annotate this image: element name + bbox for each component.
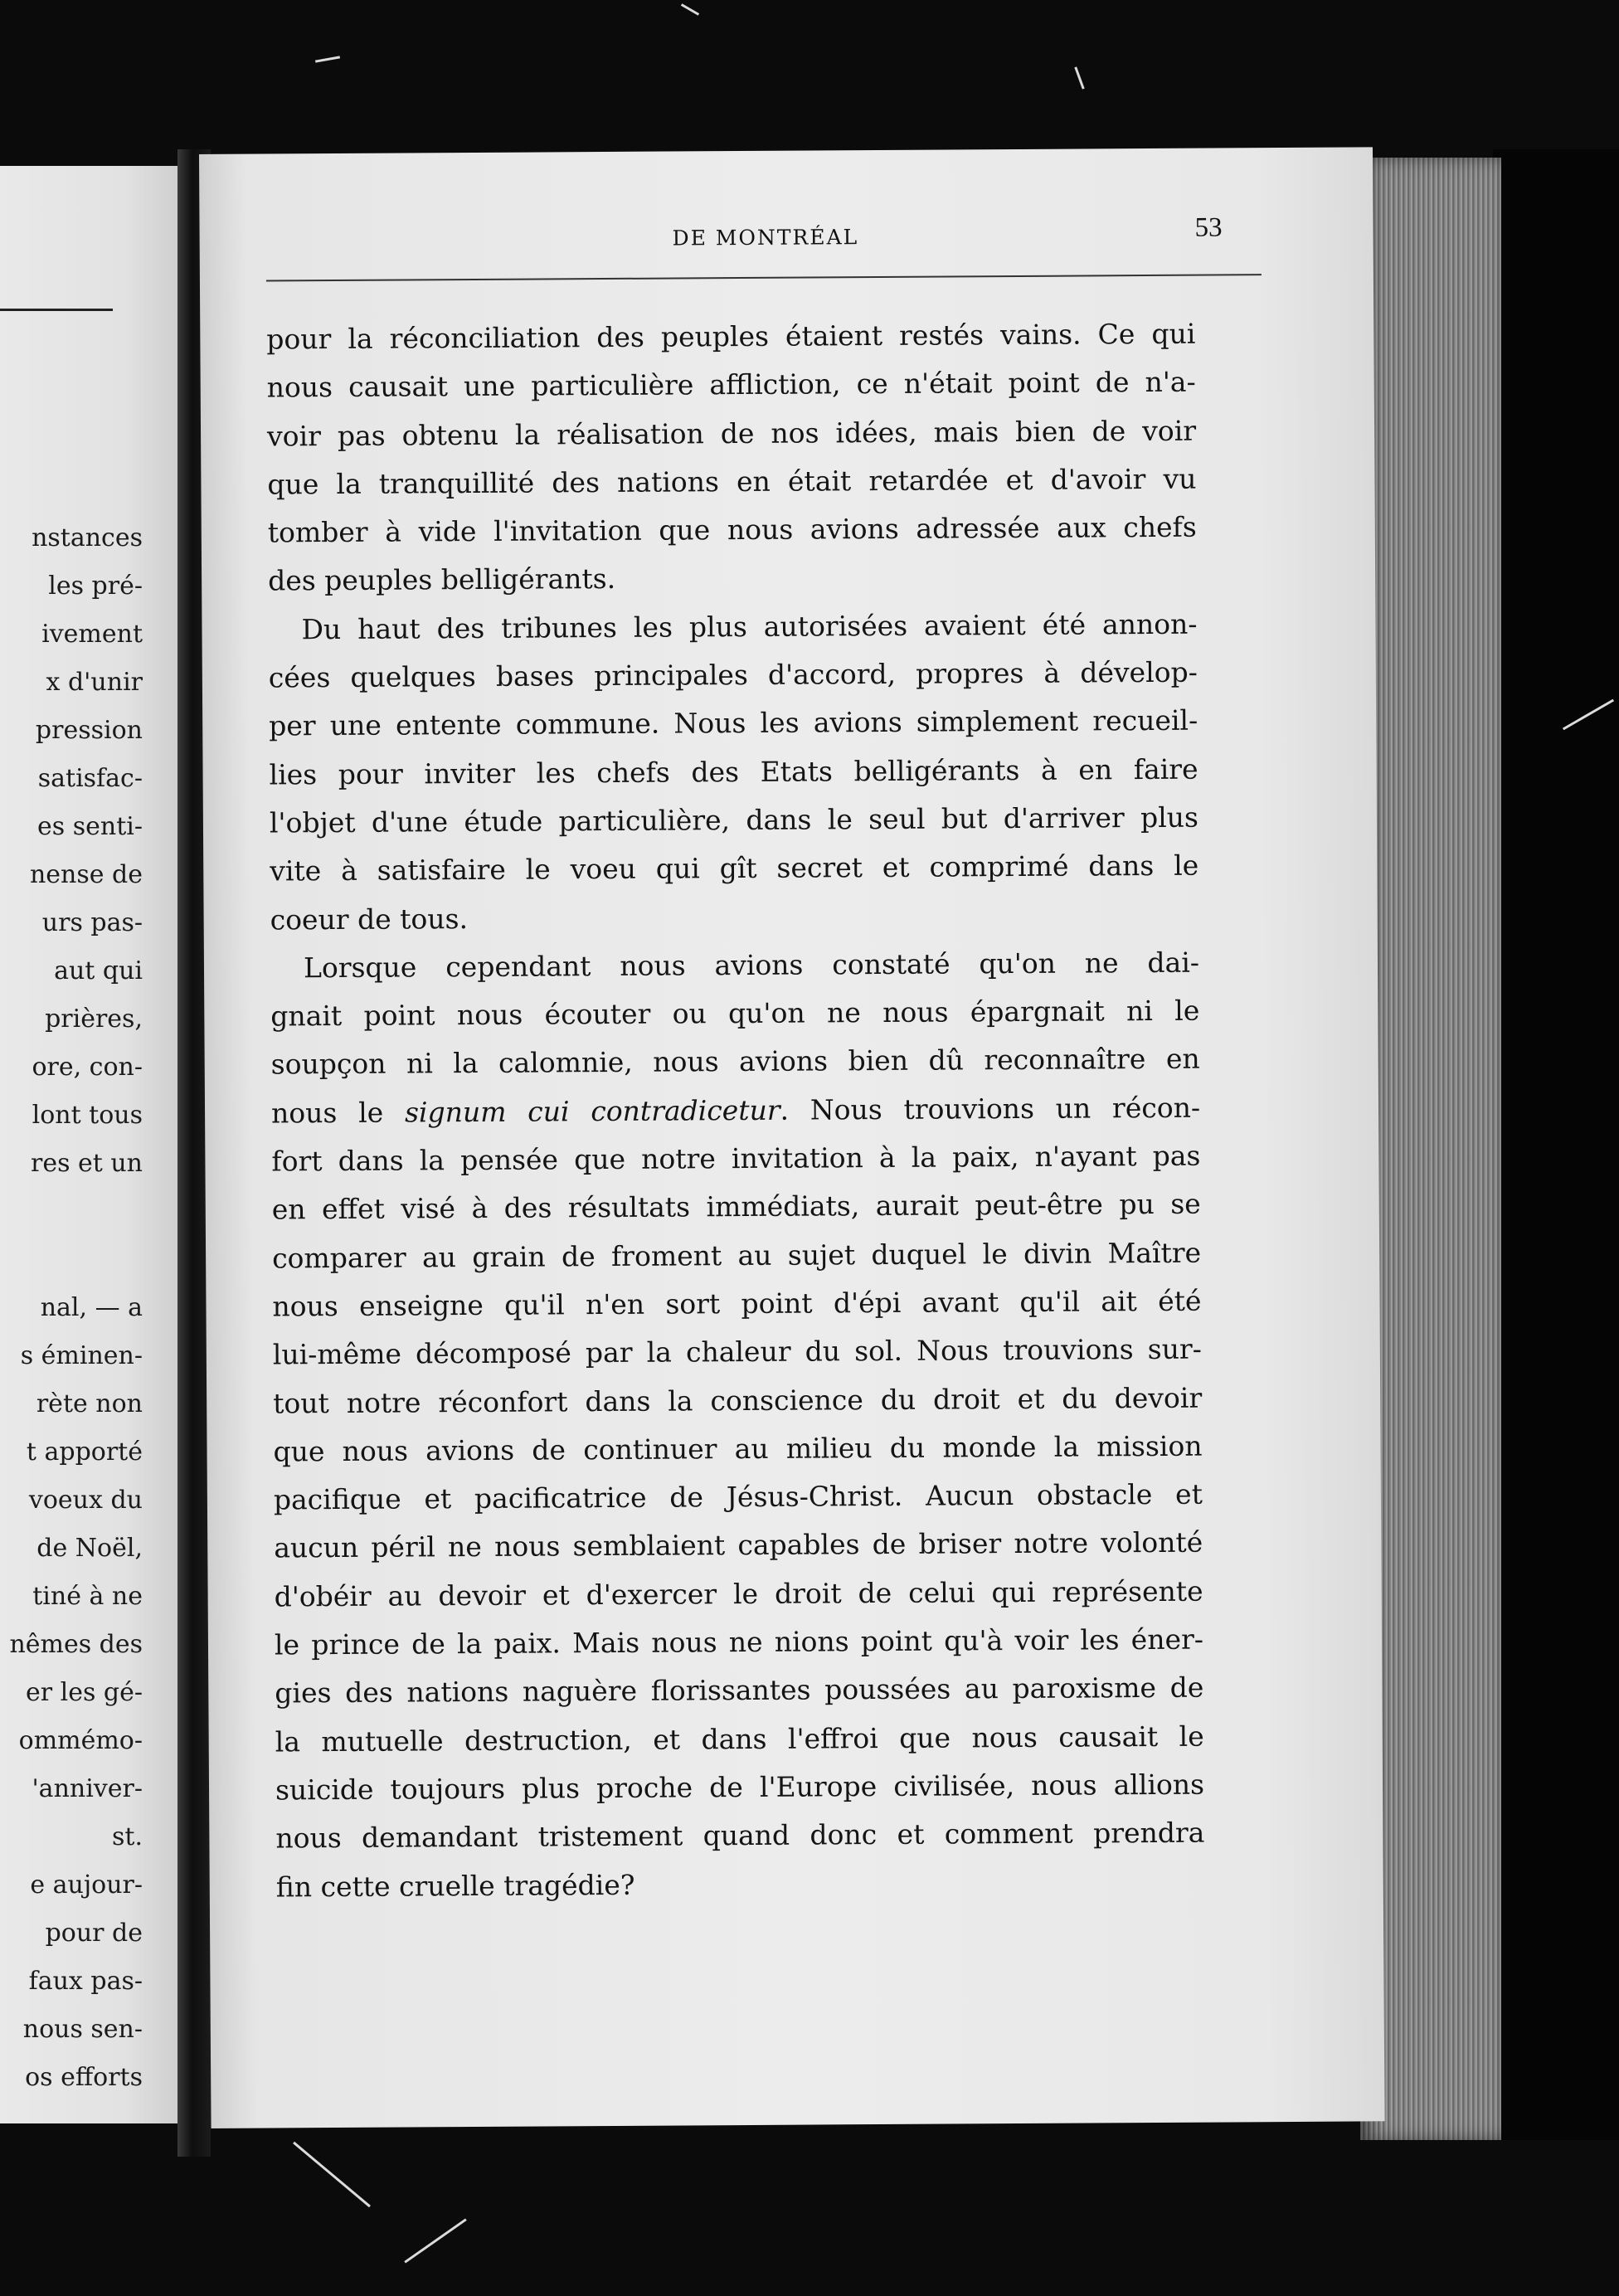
film-scratch	[681, 3, 699, 16]
text-line: comparer au grain de froment au sujet duquel le divin Maître	[272, 1236, 1202, 1275]
left-page-line: es senti-	[37, 812, 143, 841]
text-line: nous le signum cui contradicetur. Nous trouvions un récon-	[270, 1091, 1201, 1130]
film-scratch	[404, 2218, 466, 2263]
text-line: coeur de tous.	[270, 902, 469, 936]
left-page-line	[0, 1236, 143, 1284]
text-line: soupçon ni la calomnie, nous avions bien dû reconnaître en	[270, 1043, 1200, 1081]
text-line: Du haut des tribunes les plus autorisées avaient été annon-	[301, 607, 1198, 646]
text-line: l'objet d'une étude particulière, dans le seul but d'arriver plus	[269, 800, 1199, 839]
left-page-line: rète non	[36, 1389, 143, 1418]
left-page-line: st.	[112, 1822, 143, 1851]
left-page-line: nous sen-	[15, 2015, 143, 2044]
running-head: DE MONTRÉAL	[672, 225, 859, 251]
left-page-line: tiné à ne	[32, 1582, 143, 1611]
text-line: la mutuelle destruction, et dans l'effroi que nous causait le	[275, 1720, 1204, 1758]
left-page-line: t apporté	[26, 1437, 143, 1467]
film-scratch	[293, 2142, 371, 2207]
left-page-line: ore, con-	[32, 1053, 143, 1082]
left-page-line: x d'unir	[46, 668, 143, 697]
text-line: Lorsque cependant nous avions constaté qu'on ne dai-	[303, 946, 1200, 985]
latin-phrase: signum cui contradicetur	[404, 1093, 780, 1129]
text-line: per une entente commune. Nous les avions simplement recueil-	[269, 704, 1198, 742]
text-line: tout notre réconfort dans la conscience du droit et du devoir	[273, 1381, 1203, 1420]
left-page-line: er les gé-	[25, 1678, 143, 1707]
text-line: cées quelques bases principales d'accord, propres à dévelop-	[268, 655, 1198, 694]
page-number: 53	[1194, 212, 1223, 243]
text-line: nous causait une particulière affliction, ce n'était point de n'a-	[266, 365, 1196, 404]
text-line: lui-même décomposé par la chaleur du sol. Nous trouvions sur-	[272, 1332, 1202, 1371]
text-line: gnait point nous écouter ou qu'on ne nous épargnait ni le	[270, 994, 1200, 1033]
left-page-line: voeux du	[28, 1486, 143, 1515]
text-line: que nous avions de continuer au milieu du monde la mission	[273, 1429, 1203, 1468]
left-page-line: urs pas-	[41, 908, 143, 937]
left-page	[0, 166, 177, 2123]
text-line: vite à satisfaire le voeu qui gît secret et comprimé dans le	[270, 849, 1199, 888]
text-line: pour la réconciliation des peuples étaient restés vains. Ce qui	[266, 317, 1196, 356]
text-line: fin cette cruelle tragédie?	[275, 1868, 635, 1903]
text-line: fort dans la pensée que notre invitation à la paix, n'ayant pas	[271, 1139, 1201, 1178]
text-line: voir pas obtenu la réalisation de nos idées, mais bien de voir	[266, 414, 1197, 453]
left-page-rule	[0, 309, 113, 311]
text-line: que la tranquillité des nations en était retardée et d'avoir vu	[267, 462, 1197, 501]
left-page-line: aut qui	[54, 956, 143, 985]
left-page-line: nstances	[32, 523, 143, 552]
dark-background	[1493, 149, 1619, 2140]
text-line: des peuples belligérants.	[268, 562, 616, 597]
text-line: nous enseigne qu'il n'en sort point d'épi avant qu'il ait été	[272, 1284, 1202, 1323]
text-line: nous demandant tristement quand donc et comment prendra	[275, 1816, 1205, 1855]
left-page-line: os efforts	[25, 2063, 143, 2092]
text-line: lies pour inviter les chefs des Etats belligérants à en faire	[269, 752, 1198, 791]
left-page-line: nal, — a	[40, 1293, 143, 1322]
left-page-line: pour de	[37, 1919, 143, 1948]
body-text	[266, 310, 1205, 1912]
left-page-line: pression	[35, 716, 143, 745]
left-page-line: nêmes des	[9, 1630, 143, 1659]
right-page	[199, 147, 1385, 2128]
left-page-line: e aujour-	[30, 1870, 143, 1900]
left-page-line: 'anniver-	[32, 1774, 143, 1803]
text-line: tomber à vide l'invitation que nous avions adressée aux chefs	[267, 510, 1197, 549]
left-page-line: faux pas-	[28, 1967, 143, 1996]
left-page-line: satisfac-	[37, 764, 143, 793]
page-header	[258, 212, 1253, 270]
left-page-line: s éminen-	[20, 1341, 143, 1370]
left-page-line: les pré-	[40, 572, 143, 601]
text-line: suicide toujours plus proche de l'Europe civilisée, nous allions	[275, 1768, 1205, 1807]
left-page-text	[0, 514, 143, 2102]
left-page-line	[0, 1188, 143, 1236]
text-line: aucun péril ne nous semblaient capables de briser notre volonté	[274, 1526, 1203, 1564]
left-page-line: ivement	[41, 620, 143, 649]
left-page-line: nense de	[29, 860, 143, 889]
text-line: d'obéir au devoir et d'exercer le droit de celui qui représente	[274, 1574, 1203, 1613]
text-line: le prince de la paix. Mais nous ne nions point qu'à voir les éner-	[274, 1622, 1204, 1661]
left-page-line: prières,	[36, 1004, 143, 1034]
left-page-line: res et un	[30, 1149, 143, 1178]
film-scratch	[1074, 66, 1084, 89]
header-rule	[266, 274, 1262, 281]
left-page-line: lont tous	[32, 1101, 143, 1130]
left-page-line: de Noël,	[28, 1534, 143, 1563]
film-scratch	[315, 56, 340, 62]
left-page-line: ommémo-	[18, 1726, 143, 1755]
text-line: gies des nations naguère florissantes poussées au paroxisme de	[275, 1671, 1204, 1710]
text-line: en effet visé à des résultats immédiats, aurait peut-être pu se	[271, 1187, 1201, 1226]
text-line: pacifique et pacificatrice de Jésus-Christ. Aucun obstacle et	[273, 1477, 1203, 1516]
